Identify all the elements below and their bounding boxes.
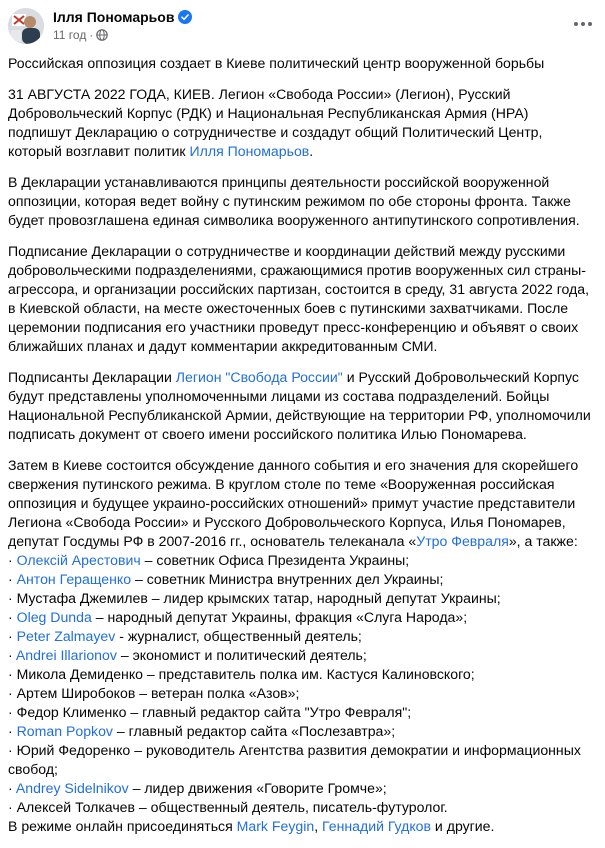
paragraph-text: , — [314, 818, 323, 834]
bullet: · — [8, 704, 17, 720]
author-name-text[interactable]: Ілля Пономарьов — [53, 9, 175, 25]
bullet: · — [8, 590, 17, 606]
mention-link-legion[interactable]: Легион "Свобода России" — [175, 369, 343, 385]
participant-mention-link[interactable]: Andrei Illarionov — [15, 647, 117, 663]
mention-link-mark-feygin[interactable]: Mark Feygin — [236, 818, 315, 834]
bullet: · — [8, 628, 17, 644]
paragraph-text: Затем в Киеве состоится обсуждение данного события и его значения для скорейшего свержения путинского режима. В круглом столе по теме «Вооруженная российская оппозиция и будущее украино-российских отношений» примут участие представители Легиона «Свобода России» и Русского Добровольческого Корпуса, Илья Пономарев, депутат Госдумы РФ в 2007-2016 гг., основатель телеканала « — [8, 457, 579, 549]
bullet: · — [8, 571, 17, 587]
post-paragraph-3: Подписание Декларации о сотрудничестве и координации действий между русскими добровольческими подразделениями, сражающимися против вооруженных сил страны-агрессора, и организации российских партизан, состоится в среду, 31 августа 2022 года, в Киевской области, на месте ожесточенных боев с путинскими захватчиками. После церемонии подписания его участники проведут пресс-конференцию и объявят о своих ближайших планах и дадут комментарии аккредитованным СМИ. — [8, 243, 590, 354]
participant-description: – главный редактор сайта «Послезавтра»; — [112, 723, 396, 739]
post-meta — [53, 28, 108, 44]
post-paragraph-5 — [8, 456, 596, 551]
mention-link-gudkov[interactable]: Геннадий Гудков — [322, 818, 432, 834]
post-headline: Российская оппозиция создает в Киеве политический центр вооруженной борьбы — [8, 55, 545, 71]
post-paragraph-6 — [8, 817, 596, 836]
participant-description: Федор Клименко – главный редактор сайта "Утро Февраля"; — [16, 704, 412, 720]
more-dots-icon — [573, 21, 593, 27]
post-paragraph-1 — [8, 85, 596, 161]
participant-item — [8, 798, 596, 817]
participant-description: – советник Министра внутренних дел Украины; — [131, 571, 444, 587]
paragraph-text: », а также: — [508, 533, 578, 549]
meta-separator: · — [89, 28, 94, 42]
bullet: · — [8, 647, 16, 663]
participant-description: – экономист и политический деятель; — [116, 647, 367, 663]
mention-link-utro-fevralya[interactable]: Утро Февраля — [416, 533, 509, 549]
paragraph-text: 31 АВГУСТА 2022 ГОДА, КИЕВ. Легион «Свобода России» (Легион), Русский Добровольческий Корпус (РДК) и Национальная Республиканская Армия (НРА) подпишут Декларацию о сотрудничестве и создадут общий Политический Центр, который возглавит политик — [8, 86, 543, 159]
participant-mention-link[interactable]: Peter Zalmayev — [16, 628, 116, 644]
bullet: · — [8, 723, 17, 739]
participant-description: – лидер движения «Говорите Громче»; — [128, 780, 387, 796]
participant-mention-link[interactable]: Andrey Sidelnikov — [15, 780, 129, 796]
participant-mention-link[interactable]: Олексій Арестович — [16, 552, 141, 568]
participant-description: Мустафа Джемилев – лидер крымских татар, народный депутат Украины; — [16, 590, 501, 606]
paragraph-text: В режиме онлайн присоединяться — [8, 818, 237, 834]
paragraph-text: и другие. — [431, 818, 495, 834]
participant-description: – народный депутат Украины, фракция «Слуга Народа»; — [91, 609, 468, 625]
participant-item — [8, 722, 596, 741]
globe-icon — [96, 29, 108, 44]
bullet: · — [8, 685, 17, 701]
author-name[interactable] — [53, 9, 192, 27]
participant-item — [8, 551, 596, 570]
participant-item — [8, 779, 596, 798]
participant-item — [8, 608, 596, 627]
participant-item — [8, 627, 596, 646]
paragraph-text: Подписанты Декларации — [8, 369, 176, 385]
participant-description: Микола Демиденко – представитель полка им. Кастуся Калиновского; — [16, 666, 475, 682]
participant-description: Алексей Толкачев – общественный деятель, писатель-футуролог. — [16, 799, 448, 815]
post-paragraph-2: В Декларации устанавливаются принципы деятельности российской вооруженной оппозиции, которая ведет войну с путинским режимом по обе стороны фронта. Также будет провозглашена единая символика вооруженного антипутинского сопротивления. — [8, 174, 580, 228]
bullet: · — [8, 552, 17, 568]
participant-item — [8, 665, 596, 684]
participants-list — [8, 551, 596, 817]
participant-description: Артем Широбоков – ветеран полка «Азов»; — [16, 685, 300, 701]
avatar-image — [8, 8, 44, 44]
participant-description: Юрий Федоренко – руководитель Агентства развития демократии и информационных свобод; — [8, 742, 581, 777]
post-paragraph-4 — [8, 368, 596, 444]
participant-description: - журналист, общественный деятель; — [115, 628, 362, 644]
participant-item — [8, 646, 596, 665]
post-body — [8, 54, 596, 848]
bullet: · — [8, 742, 17, 758]
participant-mention-link[interactable]: Roman Popkov — [16, 723, 113, 739]
mention-link-ponomarev[interactable]: Илля Пономарьов — [189, 143, 310, 159]
bullet: · — [8, 666, 17, 682]
participant-mention-link[interactable]: Oleg Dunda — [16, 609, 92, 625]
participant-item — [8, 570, 596, 589]
more-options-button[interactable] — [571, 12, 595, 36]
verified-badge-icon — [178, 10, 192, 27]
post-header — [0, 0, 605, 48]
participant-item — [8, 589, 596, 608]
participant-item — [8, 684, 596, 703]
bullet: · — [8, 609, 17, 625]
post-time[interactable]: 11 год — [53, 28, 87, 42]
avatar[interactable] — [8, 8, 44, 44]
participant-mention-link[interactable]: Антон Геращенко — [16, 571, 132, 587]
bullet: · — [8, 780, 16, 796]
bullet: · — [8, 799, 17, 815]
participant-item — [8, 703, 596, 722]
participant-description: – советник Офиса Президента Украины; — [140, 552, 410, 568]
paragraph-text: и Русский Добровольческий Корпус будут представлены уполномоченными лицами из состава подразделений. Бойцы Национальной Республиканской Армии, действующие на территории РФ, уполномочили подписать документ от своего имени российского политика Илью Пономарева. — [8, 369, 591, 442]
paragraph-end: . — [309, 143, 314, 159]
participant-item — [8, 741, 596, 779]
